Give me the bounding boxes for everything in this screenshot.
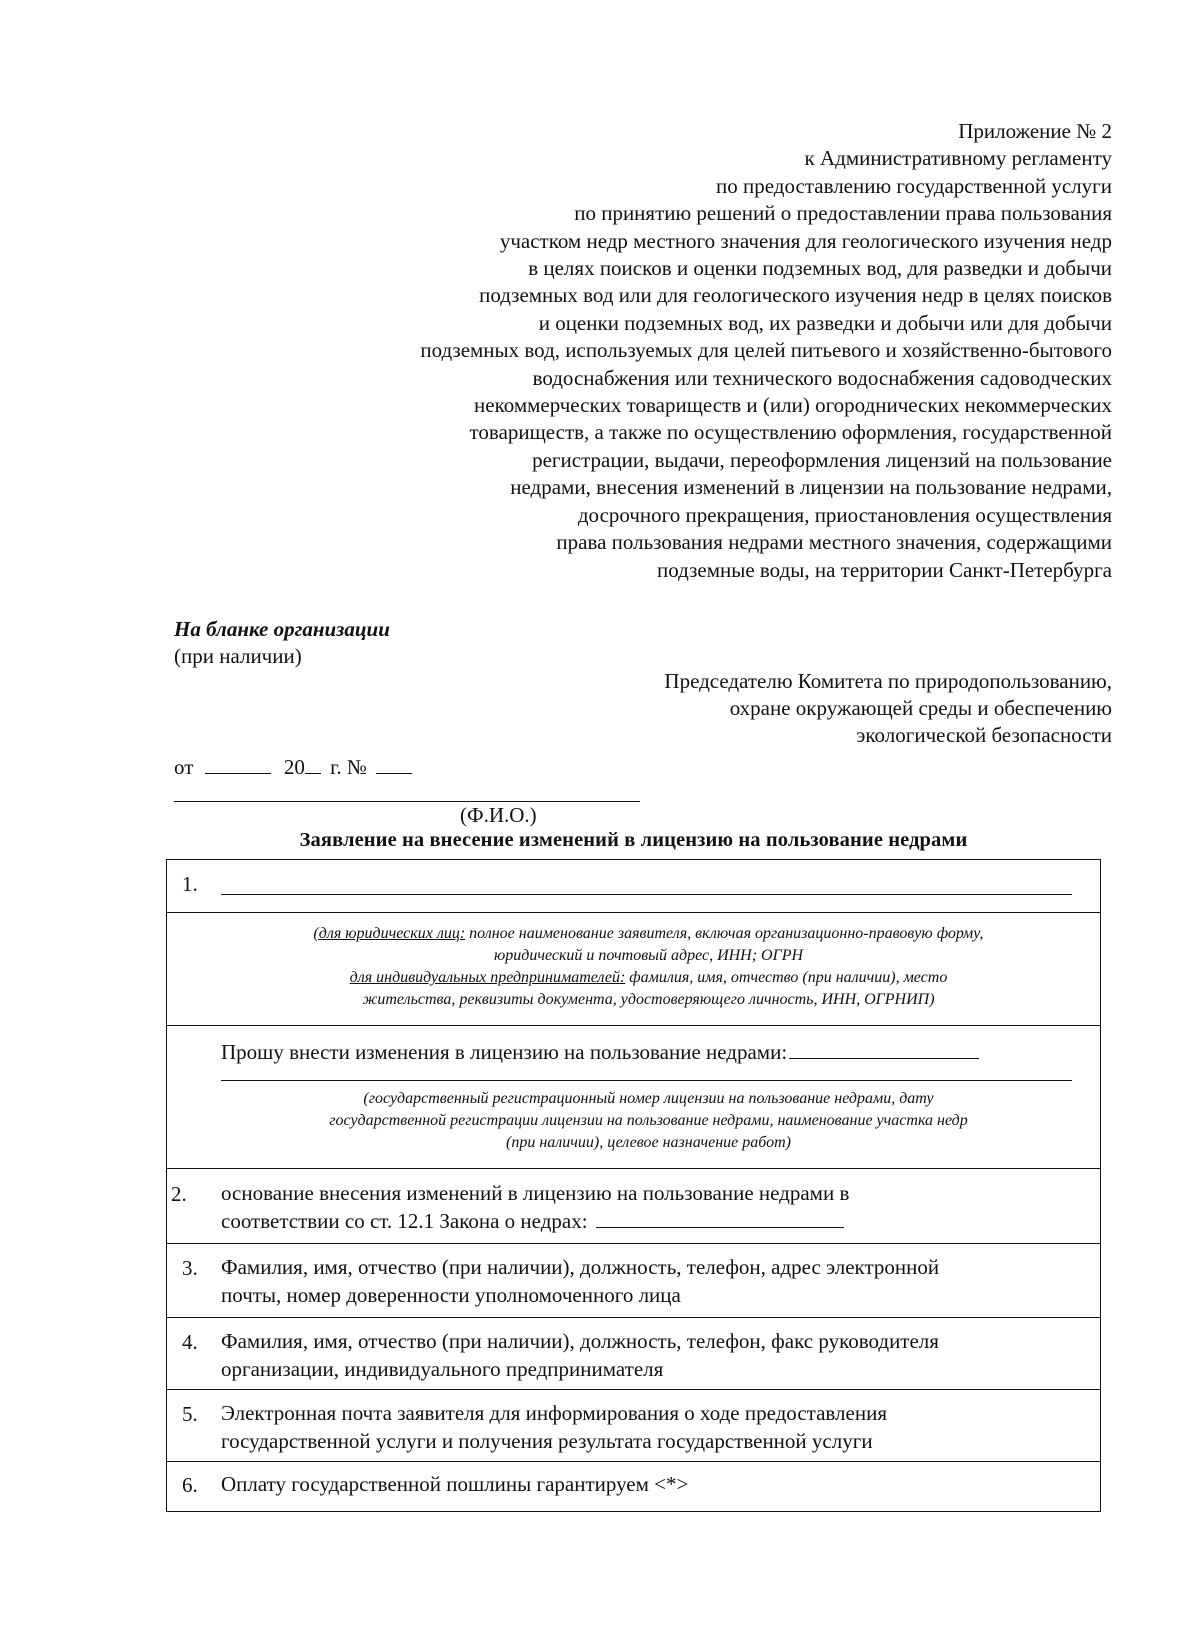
- row-authorized-person: [167, 1243, 1100, 1317]
- email-text: [221, 1399, 1070, 1455]
- header-line: подземных вод или для геологического изучения недр в целях поисков: [479, 283, 1112, 308]
- row-applicant: [167, 860, 1100, 912]
- individual-text: фамилия, имя, отчество (при наличии), место: [625, 969, 948, 986]
- individual-text-2: жительства, реквизиты документа, удостоверяющего личность, ИНН, ОГРНИП): [362, 991, 935, 1008]
- header-line: Приложение № 2: [958, 119, 1112, 143]
- row-number: 1.: [182, 872, 198, 896]
- header-line: подземных вод, используемых для целей питьевого и хозяйственно-бытового: [420, 338, 1112, 363]
- date-blank[interactable]: [205, 753, 271, 774]
- row-number: 2.: [171, 1182, 187, 1206]
- text-line: почты, номер доверенности уполномоченного лица: [221, 1283, 681, 1307]
- header-line: недрами, внесения изменений в лицензии на пользование недрами,: [510, 475, 1112, 500]
- row-number: 4.: [182, 1330, 198, 1354]
- individual-label: для индивидуальных предпринимателей:: [349, 969, 626, 986]
- date-number-line: [174, 753, 412, 781]
- header-line: и оценки подземных вод, их разведки и добычи или для добычи: [538, 310, 1112, 335]
- row-fee: [167, 1461, 1100, 1511]
- legal-entity-text: полное наименование заявителя, включая организационно-правовую форму,: [465, 925, 984, 942]
- text-line: Электронная почта заявителя для информирования о ходе предоставления: [221, 1401, 887, 1425]
- row-request: [167, 1025, 1100, 1168]
- header-line: по принятию решений о предоставлении права пользования: [574, 201, 1112, 226]
- application-form-table: [166, 859, 1101, 1512]
- from-label: от: [174, 755, 194, 779]
- header-line: подземные воды, на территории Санкт-Петербурга: [657, 557, 1112, 582]
- basis-blank[interactable]: [596, 1209, 844, 1228]
- header-line: в целях поисков и оценки подземных вод, для разведки и добычи: [528, 256, 1112, 281]
- year-blank[interactable]: [305, 753, 321, 774]
- legal-entity-text-2: юридический и почтовый адрес, ИНН; ОГРН: [493, 947, 804, 964]
- number-blank[interactable]: [376, 753, 412, 774]
- license-number-blank[interactable]: [789, 1040, 979, 1059]
- authorized-person-text: [221, 1253, 1070, 1309]
- license-details-input-line[interactable]: [221, 1080, 1072, 1081]
- text-line: Фамилия, имя, отчество (при наличии), должность, телефон, адрес электронной: [221, 1255, 940, 1279]
- director-text: [221, 1327, 1070, 1383]
- row-number: 3.: [182, 1256, 198, 1280]
- row-applicant-note: [167, 912, 1100, 1025]
- fio-label: (Ф.И.О.): [460, 803, 537, 827]
- request-text: [221, 1040, 979, 1065]
- legal-entity-label: (для юридических лиц:: [313, 925, 466, 942]
- header-line: участком недр местного значения для геологического изучения недр: [499, 228, 1112, 253]
- request-label: Прошу внести изменения в лицензию на пользование недрами:: [221, 1040, 788, 1064]
- letterhead-subtitle: (при наличии): [174, 644, 302, 668]
- basis-line: соответствии со ст. 12.1 Закона о недрах:: [221, 1209, 588, 1233]
- row-number: 5.: [182, 1402, 198, 1426]
- applicant-input-line[interactable]: [221, 894, 1072, 895]
- letterhead-note: [174, 616, 390, 670]
- header-line: к Административному регламенту: [804, 146, 1112, 171]
- form-title: Заявление на внесение изменений в лицензию на пользование недрами: [299, 829, 968, 851]
- header-line: регистрации, выдачи, переоформления лицензий на пользование: [532, 447, 1112, 472]
- header-line: товариществ, а также по осуществлению оформления, государственной: [469, 420, 1112, 445]
- text-line: государственной услуги и получения результата государственной услуги: [221, 1429, 873, 1453]
- row-number: 6.: [182, 1473, 198, 1497]
- addressee-line: Председателю Комитета по природопользованию,: [664, 669, 1112, 693]
- header-line: досрочного прекращения, приостановления осуществления: [577, 502, 1112, 527]
- header-line: по предоставлению государственной услуги: [716, 173, 1112, 198]
- basis-text: [221, 1179, 1070, 1235]
- fee-text: Оплату государственной пошлины гарантируем <*>: [221, 1472, 689, 1496]
- header-line: права пользования недрами местного значения, содержащими: [556, 530, 1112, 555]
- row-director: [167, 1317, 1100, 1389]
- year-suffix: г. №: [330, 755, 367, 779]
- letterhead-title: На бланке организации: [174, 617, 390, 641]
- addressee-line: охране окружающей среды и обеспечению: [729, 696, 1112, 720]
- request-note: [207, 1088, 1090, 1154]
- appendix-header: [252, 118, 1112, 584]
- row-basis: [167, 1168, 1100, 1243]
- header-line: водоснабжения или технического водоснабжения садоводческих: [532, 365, 1112, 390]
- request-note-line: (при наличии), целевое назначение работ): [505, 1134, 791, 1151]
- row-email: [167, 1389, 1100, 1461]
- text-line: Фамилия, имя, отчество (при наличии), должность, телефон, факс руководителя: [221, 1329, 939, 1353]
- basis-line: основание внесения изменений в лицензию на пользование недрами в: [221, 1181, 850, 1205]
- header-line: некоммерческих товариществ и (или) огороднических некоммерческих: [474, 393, 1112, 418]
- addressee-line: экологической безопасности: [856, 723, 1112, 747]
- text-line: организации, индивидуального предпринимателя: [221, 1357, 664, 1381]
- applicant-note: [207, 923, 1090, 1011]
- addressee-block: [512, 668, 1112, 749]
- year-prefix: 20: [283, 755, 305, 779]
- fio-signature-line[interactable]: [174, 801, 640, 802]
- request-note-line: (государственный регистрационный номер лицензии на пользование недрами, дату: [363, 1090, 934, 1107]
- request-note-line: государственной регистрации лицензии на пользование недрами, наименование участка недр: [329, 1112, 968, 1129]
